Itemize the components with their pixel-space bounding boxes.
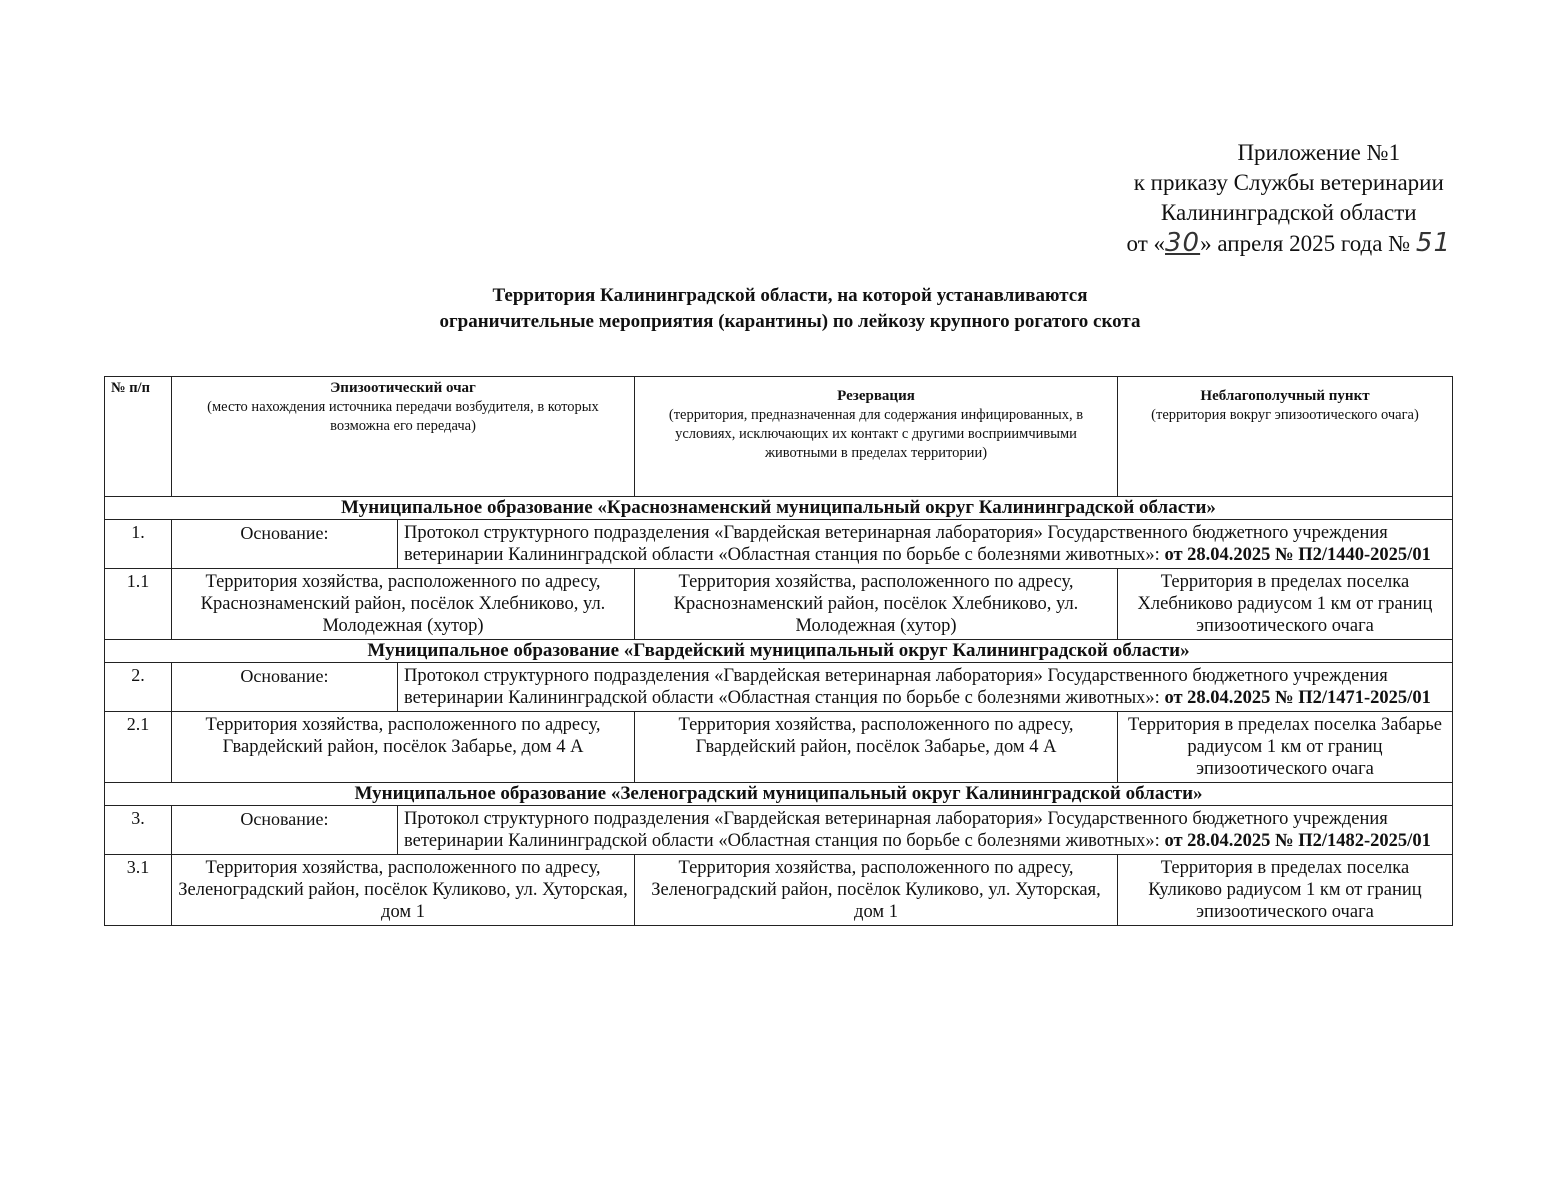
title-line-2: ограничительные мероприятия (карантины) по лейкозу крупного рогатого скота [439,311,1141,332]
municipality-name: Муниципальное образование «Гвардейский муниципальный округ Калининградской области» [105,640,1453,663]
basis-row [105,520,1453,569]
reservation-cell: Территория хозяйства, расположенного по адресу, Краснознаменский район, посёлок Хлебниково, ул. Молодежная (хутор) [635,569,1118,640]
protocol-cell [398,520,1453,569]
point-cell: Территория в пределах поселка Хлебниково радиусом 1 км от границ эпизоотического очага [1118,569,1453,640]
focus-cell: Территория хозяйства, расположенного по адресу, Краснознаменский район, посёлок Хлебниково, ул. Молодежная (хутор) [172,569,635,640]
basis-label: Основание: [172,806,398,855]
focus-cell: Территория хозяйства, расположенного по адресу, Зеленоградский район, посёлок Куликово, ул. Хуторская, дом 1 [172,855,635,926]
appendix-title: Приложение №1 [1237,140,1401,165]
document-title [330,283,1250,335]
municipality-row [105,640,1453,663]
protocol-reference: от 28.04.2025 № П2/1440-2025/01 [1164,545,1431,565]
header-focus-title: Эпизоотический очаг [330,380,476,396]
row-number: 2. [105,663,172,712]
protocol-reference: от 28.04.2025 № П2/1482-2025/01 [1164,831,1431,851]
table-row [105,855,1453,926]
handwritten-order-number: 51 [1415,228,1451,258]
table-row [105,712,1453,783]
table-header-row [105,377,1453,497]
header-point-title: Неблагополучный пункт [1200,388,1370,404]
sub-number: 1.1 [105,569,172,640]
appendix-region: Калининградской области [1160,200,1417,225]
basis-row [105,806,1453,855]
date-mid: » апреля 2025 года № [1200,231,1411,256]
table-row [105,569,1453,640]
header-reservation-title: Резервация [837,388,915,404]
focus-cell: Территория хозяйства, расположенного по адресу, Гвардейский район, посёлок Забарье, дом 4 А [172,712,635,783]
title-line-1: Территория Калининградской области, на которой устанавливаются [492,285,1088,306]
basis-row [105,663,1453,712]
municipality-name: Муниципальное образование «Краснознаменский муниципальный округ Калининградской области» [105,497,1453,520]
protocol-reference: от 28.04.2025 № П2/1471-2025/01 [1164,688,1431,708]
table-body [105,377,1453,926]
protocol-cell [398,663,1453,712]
header-focus [172,377,635,497]
date-prefix: от « [1126,231,1166,256]
quarantine-table [104,376,1453,926]
sub-number: 3.1 [105,855,172,926]
point-cell: Территория в пределах поселка Забарье радиусом 1 км от границ эпизоотического очага [1118,712,1453,783]
protocol-cell [398,806,1453,855]
sub-number: 2.1 [105,712,172,783]
header-reservation-desc: (территория, предназначенная для содержания инфицированных, в условиях, исключающих их контакт с другими восприимчивыми животными в пределах территории) [668,407,1084,461]
header-num: № п/п [105,377,172,497]
header-point-desc: (территория вокруг эпизоотического очага) [1151,407,1419,423]
municipality-row [105,497,1453,520]
municipality-row [105,783,1453,806]
protocol-text: Протокол структурного подразделения «Гвардейская ветеринарная лаборатория» Государственного бюджетного учреждения ветеринарии Калининградской области «Областная станция по борьбе с болезнями животных»: [404,523,1388,565]
appendix-header [1127,138,1451,259]
municipality-name: Муниципальное образование «Зеленоградский муниципальный округ Калининградской области» [105,783,1453,806]
row-number: 3. [105,806,172,855]
handwritten-day: 30 [1165,228,1201,258]
header-focus-desc: (место нахождения источника передачи возбудителя, в которых возможна его передача) [207,399,599,434]
header-reservation [635,377,1118,497]
row-number: 1. [105,520,172,569]
appendix-date-line [1127,228,1451,259]
appendix-order-ref: к приказу Службы ветеринарии [1133,170,1444,195]
basis-label: Основание: [172,663,398,712]
reservation-cell: Территория хозяйства, расположенного по адресу, Зеленоградский район, посёлок Куликово, ул. Хуторская, дом 1 [635,855,1118,926]
protocol-text: Протокол структурного подразделения «Гвардейская ветеринарная лаборатория» Государственного бюджетного учреждения ветеринарии Калининградской области «Областная станция по борьбе с болезнями животных»: [404,666,1388,708]
basis-label: Основание: [172,520,398,569]
protocol-text: Протокол структурного подразделения «Гвардейская ветеринарная лаборатория» Государственного бюджетного учреждения ветеринарии Калининградской области «Областная станция по борьбе с болезнями животных»: [404,809,1388,851]
header-point [1118,377,1453,497]
reservation-cell: Территория хозяйства, расположенного по адресу, Гвардейский район, посёлок Забарье, дом 4 А [635,712,1118,783]
point-cell: Территория в пределах поселка Куликово радиусом 1 км от границ эпизоотического очага [1118,855,1453,926]
